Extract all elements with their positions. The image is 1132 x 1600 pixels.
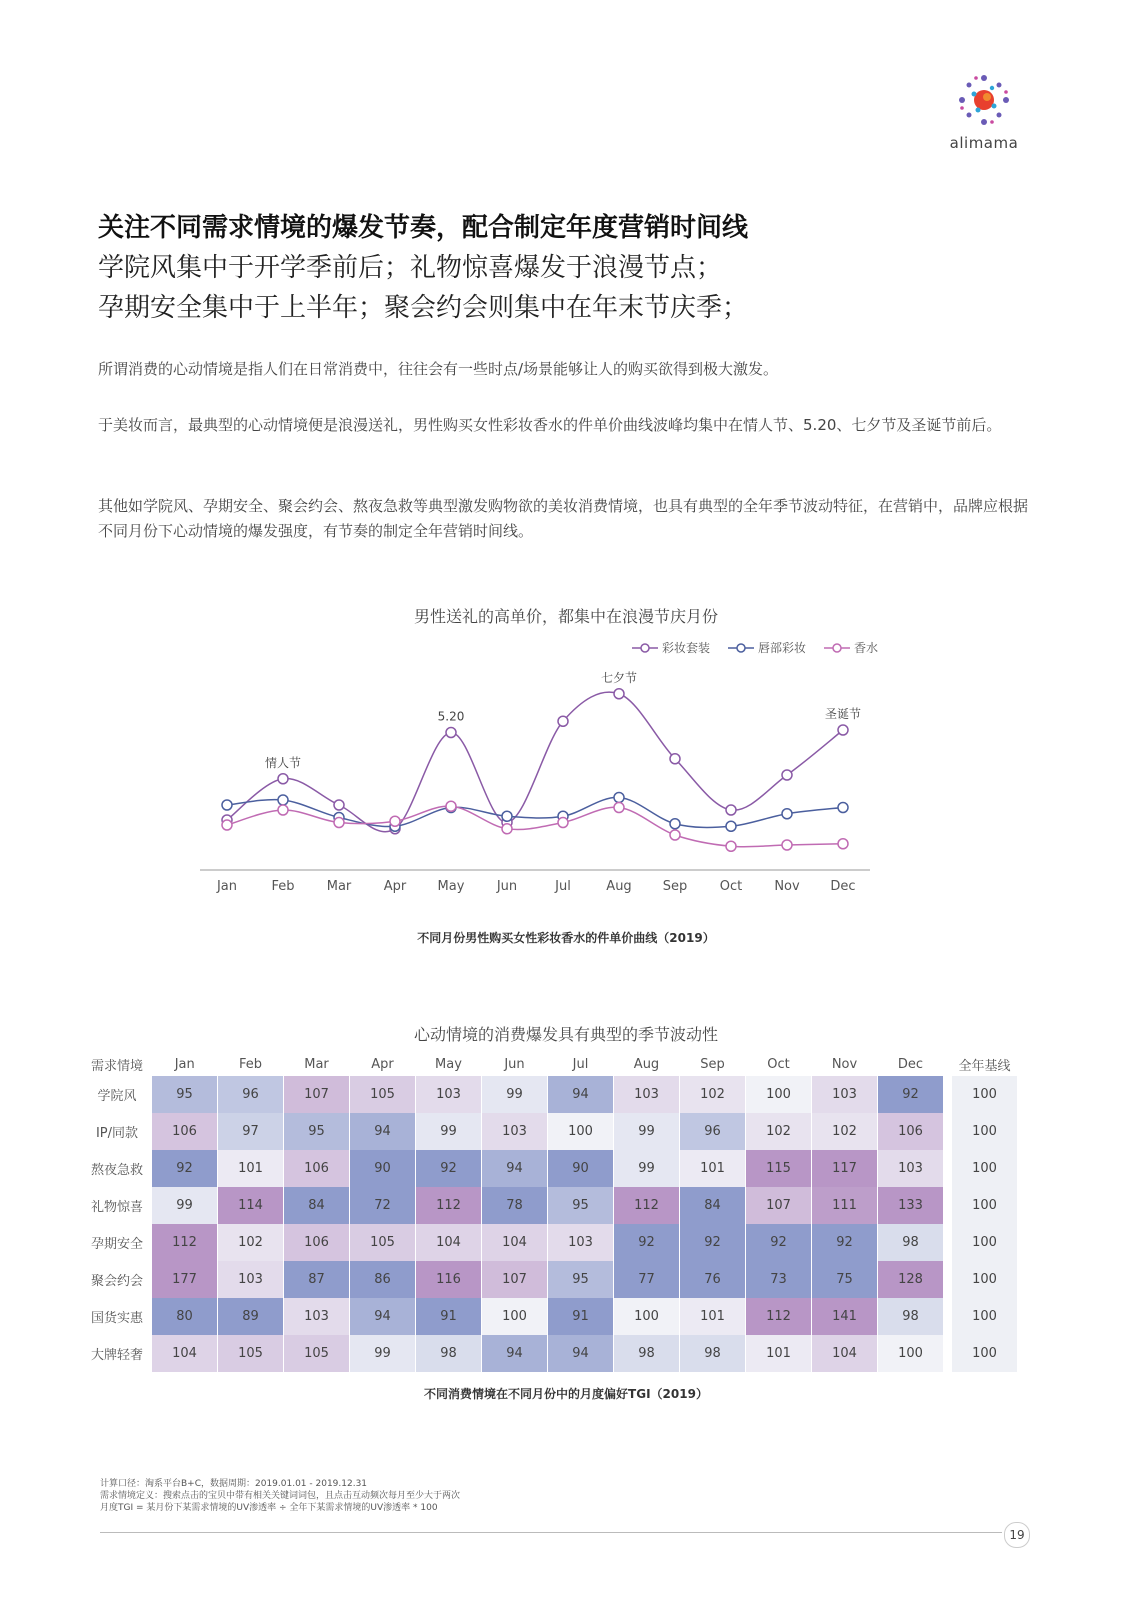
heatmap-cell: 112 (614, 1187, 680, 1224)
paragraph-3: 其他如学院风、孕期安全、聚会约会、熬夜急救等典型激发购物欲的美妆消费情境，也具有典型的全年季节波动特征，在营销中，品牌应根据不同月份下心动情境的爆发强度，有节奏的制定全年营销时间线。 (98, 497, 1029, 540)
heatmap-cell: 90 (548, 1150, 614, 1187)
footnote-1: 计算口径：淘系平台B+C，数据周期：2019.01.01 - 2019.12.31 (100, 1479, 368, 1489)
heatmap-cell: 115 (746, 1150, 812, 1187)
heatmap-baseline-cell: 100 (952, 1113, 1017, 1150)
heatmap-cell: 105 (350, 1076, 416, 1113)
heatmap-cell: 105 (350, 1224, 416, 1261)
heatmap-row-label: 孕期安全 (90, 1237, 143, 1252)
heatmap-baseline-cell: 100 (952, 1298, 1017, 1335)
heatmap-cell: 100 (878, 1335, 944, 1372)
heatmap-row-label: 学院风 (97, 1089, 137, 1104)
x-tick-label: Apr (383, 879, 407, 894)
heatmap-cell: 99 (482, 1076, 548, 1113)
heatmap-cell: 101 (680, 1150, 746, 1187)
heatmap-row-label: 国货实惠 (90, 1311, 143, 1326)
x-tick-label: May (437, 879, 465, 894)
data-point (726, 821, 736, 831)
heatmap-row (82, 1335, 1017, 1372)
heatmap-cell: 89 (218, 1298, 284, 1335)
heatmap-cell: 84 (284, 1187, 350, 1224)
heatmap-gap (944, 1224, 953, 1261)
data-point (446, 728, 456, 738)
heatmap-cell: 112 (416, 1187, 482, 1224)
heatmap-gap (944, 1052, 953, 1076)
data-point (222, 820, 232, 830)
heatmap-column-header: Apr (371, 1056, 394, 1072)
heatmap-row (82, 1224, 1017, 1261)
heatmap-cell: 98 (680, 1335, 746, 1372)
heatmap-title: 心动情境的消费爆发具有典型的季节波动性 (413, 1025, 718, 1044)
heatmap-cell: 100 (746, 1076, 812, 1113)
footnote-3: 月度TGI = 某月份下某需求情境的UV渗透率 ÷ 全年下某需求情境的UV渗透率 * 100 (100, 1503, 438, 1513)
heatmap-header-row (82, 1052, 1017, 1076)
heatmap-cell: 114 (218, 1187, 284, 1224)
heatmap-cell: 96 (680, 1113, 746, 1150)
heatmap-row-label: 大牌轻奢 (90, 1348, 143, 1363)
heatmap-cell: 99 (152, 1187, 218, 1224)
heatmap-row (82, 1187, 1017, 1224)
heatmap-cell: 101 (746, 1335, 812, 1372)
heatmap-cell: 75 (812, 1261, 878, 1298)
data-point (558, 818, 568, 828)
heatmap-cell: 95 (548, 1261, 614, 1298)
x-tick-label: Jul (555, 879, 571, 894)
heatmap-cell: 112 (746, 1298, 812, 1335)
heatmap-cell: 94 (350, 1113, 416, 1150)
heatmap-cell: 141 (812, 1298, 878, 1335)
heatmap-cell: 103 (812, 1076, 878, 1113)
annotation-label: 圣诞节 (824, 707, 862, 721)
heatmap-cell: 100 (614, 1298, 680, 1335)
data-point (782, 770, 792, 780)
heatmap-cell: 104 (416, 1224, 482, 1261)
data-point (278, 774, 288, 784)
heatmap-cell: 103 (416, 1076, 482, 1113)
data-point (838, 839, 848, 849)
heatmap-column-header: Jun (504, 1056, 525, 1072)
x-tick-label: Dec (830, 879, 856, 894)
heatmap-cell: 102 (812, 1113, 878, 1150)
annotation-label: 5.20 (437, 709, 465, 724)
x-tick-label: Mar (326, 879, 352, 894)
heatmap-cell: 104 (812, 1335, 878, 1372)
heatmap-cell: 95 (548, 1187, 614, 1224)
headline-line-1: 学院风集中于开学季前后；礼物惊喜爆发于浪漫节点； (98, 253, 723, 283)
heatmap-cell: 111 (812, 1187, 878, 1224)
heatmap-baseline-header: 全年基线 (958, 1058, 1011, 1074)
data-point (558, 716, 568, 726)
heatmap-cell: 107 (482, 1261, 548, 1298)
heatmap-cell: 103 (878, 1150, 944, 1187)
heatmap-cell: 92 (746, 1224, 812, 1261)
headline-line-2: 孕期安全集中于上半年；聚会约会则集中在年末节庆季； (98, 293, 749, 323)
heatmap-column-header: Sep (700, 1056, 725, 1072)
heatmap-cell: 103 (284, 1298, 350, 1335)
heatmap-cell: 102 (218, 1224, 284, 1261)
heatmap-cell: 94 (350, 1298, 416, 1335)
page-number: 19 (1004, 1522, 1030, 1548)
heatmap-column-header: Jan (174, 1056, 195, 1072)
data-point (838, 803, 848, 813)
headline-block (98, 208, 998, 328)
heatmap-cell: 94 (548, 1076, 614, 1113)
data-point (670, 819, 680, 829)
heatmap-cell: 101 (680, 1298, 746, 1335)
data-point (278, 805, 288, 815)
heatmap-cell: 106 (152, 1113, 218, 1150)
heatmap-cell: 98 (878, 1224, 944, 1261)
heatmap-column-header: Jul (572, 1056, 589, 1072)
data-point (614, 793, 624, 803)
heatmap-cell: 94 (482, 1335, 548, 1372)
data-point (446, 801, 456, 811)
data-point (502, 824, 512, 834)
heatmap-row-label: 聚会约会 (90, 1274, 143, 1289)
data-point (334, 800, 344, 810)
series-line-2 (227, 806, 843, 847)
alimama-logo (944, 70, 1024, 152)
paragraph-2: 于美妆而言，最典型的心动情境便是浪漫送礼，男性购买女性彩妆香水的件单价曲线波峰均集中在情人节、5.20、七夕节及圣诞节前后。 (98, 416, 1002, 434)
heatmap-cell: 106 (878, 1113, 944, 1150)
heatmap-cell: 99 (614, 1150, 680, 1187)
x-tick-label: Aug (606, 879, 632, 894)
heatmap-cell: 116 (416, 1261, 482, 1298)
heatmap-row (82, 1076, 1017, 1113)
legend-label: 彩妆套装 (662, 641, 711, 655)
data-point (614, 803, 624, 813)
data-point (726, 841, 736, 851)
heatmap-column-header: Oct (767, 1056, 790, 1072)
heatmap-column-header: May (435, 1056, 462, 1072)
heatmap-baseline-cell: 100 (952, 1224, 1017, 1261)
heatmap-cell: 92 (812, 1224, 878, 1261)
heatmap-gap (944, 1113, 953, 1150)
heatmap-row (82, 1150, 1017, 1187)
heatmap-cell: 97 (218, 1113, 284, 1150)
x-tick-label: Sep (662, 879, 688, 894)
heatmap-cell: 101 (218, 1150, 284, 1187)
heatmap-cell: 98 (878, 1298, 944, 1335)
heatmap-cell: 90 (350, 1150, 416, 1187)
heatmap-gap (944, 1335, 953, 1372)
heatmap-cell: 98 (416, 1335, 482, 1372)
paragraph-1: 所谓消费的心动情境是指人们在日常消费中，往往会有一些时点/场景能够让人的购买欲得到极大激发。 (98, 360, 779, 378)
heatmap-row (82, 1113, 1017, 1150)
x-tick-label: Feb (271, 879, 295, 894)
heatmap-baseline-cell: 100 (952, 1150, 1017, 1187)
heatmap-row (82, 1298, 1017, 1335)
heatmap-gap (944, 1261, 953, 1298)
data-point (614, 689, 624, 699)
heatmap-cell: 94 (548, 1335, 614, 1372)
x-tick-label: Oct (719, 879, 743, 894)
heatmap-gap (944, 1298, 953, 1335)
heatmap-cell: 99 (350, 1335, 416, 1372)
heatmap-cell: 91 (416, 1298, 482, 1335)
heatmap-row-label: 熬夜急救 (90, 1163, 143, 1178)
heatmap-cell: 73 (746, 1261, 812, 1298)
data-point (670, 754, 680, 764)
heatmap-cell: 95 (284, 1113, 350, 1150)
heatmap-cell: 77 (614, 1261, 680, 1298)
heatmap-gap (944, 1187, 953, 1224)
heatmap-row-label: 礼物惊喜 (90, 1200, 143, 1215)
data-point (222, 800, 232, 810)
heatmap-cell: 91 (548, 1298, 614, 1335)
annotation-label: 七夕节 (600, 670, 638, 685)
heatmap-column-header: Aug (633, 1056, 660, 1072)
series-line-1 (227, 797, 843, 827)
heatmap-cell: 103 (614, 1076, 680, 1113)
data-point (278, 795, 288, 805)
heatmap-cell: 76 (680, 1261, 746, 1298)
logo-text: alimama (949, 134, 1019, 152)
x-tick-label: Nov (774, 879, 800, 894)
heatmap-cell: 92 (878, 1076, 944, 1113)
heatmap-cell: 104 (482, 1224, 548, 1261)
heatmap-corner-label: 需求情境 (90, 1058, 143, 1074)
heatmap-cell: 133 (878, 1187, 944, 1224)
heatmap-cell: 99 (614, 1113, 680, 1150)
heatmap-cell: 92 (680, 1224, 746, 1261)
heatmap-table (82, 1052, 1017, 1372)
heatmap-cell: 128 (878, 1261, 944, 1298)
data-point (726, 805, 736, 815)
footnotes (100, 1478, 460, 1514)
heatmap-cell: 112 (152, 1224, 218, 1261)
legend-label: 香水 (854, 641, 879, 655)
heatmap-cell: 117 (812, 1150, 878, 1187)
heatmap-cell: 103 (548, 1224, 614, 1261)
data-point (838, 725, 848, 735)
heatmap-cell: 106 (284, 1224, 350, 1261)
line-chart-caption: 不同月份男性购买女性彩妆香水的件单价曲线（2019） (417, 931, 715, 945)
heatmap-cell: 102 (746, 1113, 812, 1150)
heatmap-cell: 84 (680, 1187, 746, 1224)
heatmap-cell: 78 (482, 1187, 548, 1224)
heatmap-cell: 104 (152, 1335, 218, 1372)
heatmap-column-header: Feb (238, 1056, 263, 1072)
heatmap-cell: 107 (746, 1187, 812, 1224)
line-chart (180, 630, 900, 920)
heatmap-cell: 102 (680, 1076, 746, 1113)
data-point (502, 811, 512, 821)
heatmap-cell: 95 (152, 1076, 218, 1113)
heatmap-baseline-cell: 100 (952, 1335, 1017, 1372)
heatmap-cell: 177 (152, 1261, 218, 1298)
page-title: 关注不同需求情境的爆发节奏，配合制定年度营销时间线 (98, 213, 749, 243)
heatmap-cell: 103 (482, 1113, 548, 1150)
heatmap-cell: 107 (284, 1076, 350, 1113)
heatmap-cell: 98 (614, 1335, 680, 1372)
heatmap-cell: 105 (218, 1335, 284, 1372)
heatmap-cell: 100 (548, 1113, 614, 1150)
heatmap-baseline-cell: 100 (952, 1076, 1017, 1113)
heatmap-column-header: Nov (831, 1056, 858, 1072)
x-tick-label: Jan (216, 879, 238, 894)
heatmap-baseline-cell: 100 (952, 1261, 1017, 1298)
heatmap-cell: 92 (614, 1224, 680, 1261)
heatmap-baseline-cell: 100 (952, 1187, 1017, 1224)
data-point (334, 818, 344, 828)
heatmap-cell: 103 (218, 1261, 284, 1298)
heatmap-cell: 72 (350, 1187, 416, 1224)
heatmap-cell: 80 (152, 1298, 218, 1335)
footer-divider (100, 1532, 1002, 1533)
heatmap-cell: 92 (152, 1150, 218, 1187)
legend-label: 唇部彩妆 (758, 641, 807, 655)
heatmap-cell: 99 (416, 1113, 482, 1150)
line-chart-title: 男性送礼的高单价，都集中在浪漫节庆月份 (413, 607, 718, 626)
alimama-logo-icon (954, 70, 1014, 130)
heatmap-row-label: IP/同款 (95, 1126, 139, 1141)
heatmap-gap (944, 1076, 953, 1113)
data-point (782, 840, 792, 850)
heatmap-cell: 87 (284, 1261, 350, 1298)
footnote-2: 需求情境定义：搜索点击的宝贝中带有相关关键词词包，且点击互动频次每月至少大于两次 (100, 1491, 461, 1501)
heatmap-cell: 96 (218, 1076, 284, 1113)
heatmap-row (82, 1261, 1017, 1298)
heatmap-gap (944, 1150, 953, 1187)
heatmap-caption: 不同消费情境在不同月份中的月度偏好TGI（2019） (424, 1387, 708, 1401)
data-point (390, 816, 400, 826)
heatmap-cell: 86 (350, 1261, 416, 1298)
heatmap-cell: 106 (284, 1150, 350, 1187)
heatmap-cell: 100 (482, 1298, 548, 1335)
heatmap-column-header: Mar (304, 1056, 329, 1072)
x-tick-label: Jun (496, 879, 518, 894)
data-point (670, 830, 680, 840)
heatmap-column-header: Dec (897, 1056, 924, 1072)
heatmap-cell: 92 (416, 1150, 482, 1187)
annotation-label: 情人节 (264, 755, 302, 770)
data-point (782, 809, 792, 819)
heatmap-cell: 94 (482, 1150, 548, 1187)
heatmap-cell: 105 (284, 1335, 350, 1372)
